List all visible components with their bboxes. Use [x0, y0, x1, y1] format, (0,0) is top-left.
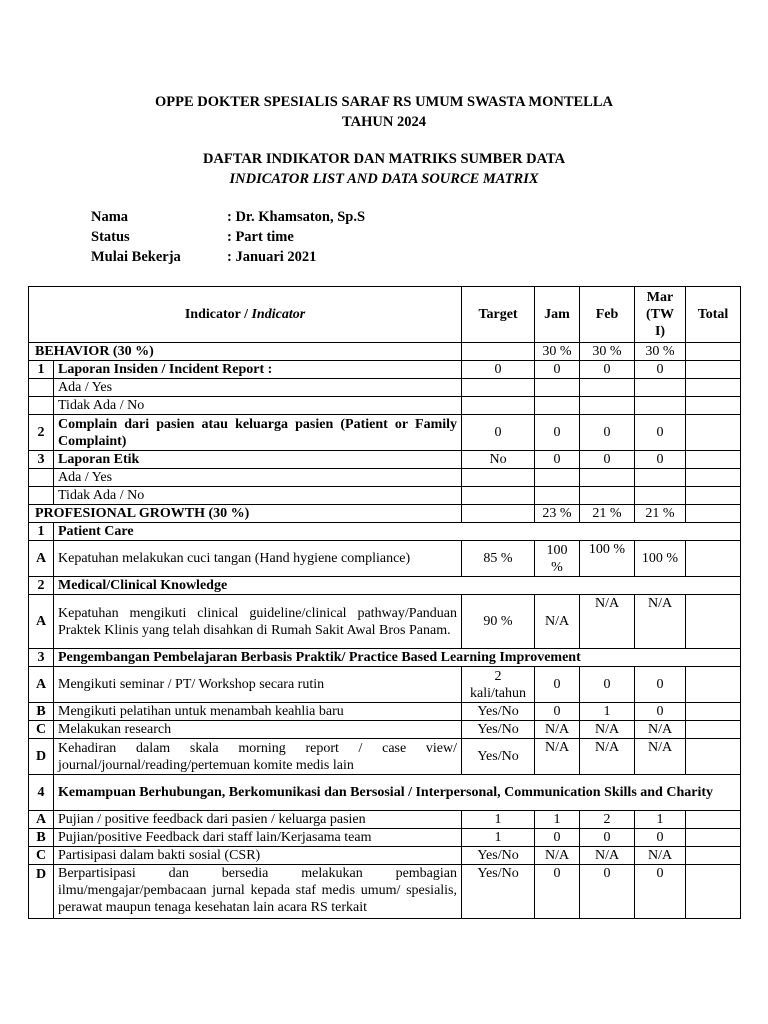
header-jan: Jam — [535, 287, 580, 343]
table-row: 3 Pengembangan Pembelajaran Berbasis Praktik/ Practice Based Learning Improvement — [29, 649, 741, 667]
header-mar: Mar (TW I) — [635, 287, 686, 343]
table-row: Tidak Ada / No — [29, 487, 741, 505]
table-row: D Kehadiran dalam skala morning report / case view/ journal/journal/reading/pertemuan komite medis lain Yes/No N/A N/A N/A — [29, 739, 741, 775]
info-status — [91, 229, 294, 246]
doc-subtitle-en: INDICATOR LIST AND DATA SOURCE MATRIX — [229, 171, 539, 187]
table-header-row — [29, 287, 741, 343]
table-row: C Melakukan research Yes/No N/A N/A N/A — [29, 721, 741, 739]
table-row: 2 Complain dari pasien atau keluarga pasien (Patient or Family Complaint) 0 0 0 0 — [29, 415, 741, 451]
mulai-value: : Januari 2021 — [227, 249, 317, 265]
nama-label: Nama — [91, 209, 129, 225]
table-row: Ada / Yes — [29, 379, 741, 397]
doc-subtitle: DAFTAR INDIKATOR DAN MATRIKS SUMBER DATA — [202, 151, 566, 167]
nama-value: : Dr. Khamsaton, Sp.S — [227, 209, 366, 225]
table-row: A Pujian / positive feedback dari pasien / keluarga pasien 1 1 2 1 — [29, 811, 741, 829]
status-label: Status — [91, 229, 130, 245]
doc-year: TAHUN 2024 — [342, 114, 426, 130]
header-indicator: Indicator / Indicator — [29, 287, 462, 343]
table-row: A Mengikuti seminar / PT/ Workshop secara rutin 2 kali/tahun 0 0 0 — [29, 667, 741, 703]
table-row: A Kepatuhan melakukan cuci tangan (Hand hygiene compliance) 85 % 100 % 100 % 100 % — [29, 541, 741, 577]
table-row: A Kepatuhan mengikuti clinical guideline/clinical pathway/Panduan Praktek Klinis yang telah disahkan di Rumah Sakit Awal Bros Panam. 90 % N/A N/A N/A — [29, 595, 741, 649]
section-row-growth: PROFESIONAL GROWTH (30 %) 23 % 21 % 21 % — [29, 505, 741, 523]
table-row: 4 Kemampuan Berhubungan, Berkomunikasi dan Bersosial / Interpersonal, Communication Skills and Charity — [29, 775, 741, 811]
header-total: Total — [686, 287, 741, 343]
info-mulai — [91, 249, 316, 266]
doc-title: OPPE DOKTER SPESIALIS SARAF RS UMUM SWASTA MONTELLA — [154, 94, 614, 110]
table-row: B Pujian/positive Feedback dari staff lain/Kerjasama team 1 0 0 0 — [29, 829, 741, 847]
header-feb: Feb — [580, 287, 635, 343]
info-nama — [91, 209, 365, 226]
table-row: D Berpartisipasi dan bersedia melakukan pembagian ilmu/mengajar/pembacaan jurnal kepada staf medis umum/ spesialis, perawat maupun tenaga kesehatan lain acara RS terkait Yes/No 0 0 0 — [29, 865, 741, 919]
table-row: 3 Laporan Etik No 0 0 0 — [29, 451, 741, 469]
mulai-label: Mulai Bekerja — [91, 249, 181, 265]
table-row: 2 Medical/Clinical Knowledge — [29, 577, 741, 595]
table-row: Tidak Ada / No — [29, 397, 741, 415]
section-row-behavior: BEHAVIOR (30 %) 30 % 30 % 30 % — [29, 343, 741, 361]
indicator-table — [28, 286, 741, 919]
table-row: C Partisipasi dalam bakti sosial (CSR) Yes/No N/A N/A N/A — [29, 847, 741, 865]
table-row: B Mengikuti pelatihan untuk menambah keahlia baru Yes/No 0 1 0 — [29, 703, 741, 721]
header-target: Target — [462, 287, 535, 343]
table-row: Ada / Yes — [29, 469, 741, 487]
table-row: 1 Laporan Insiden / Incident Report : 0 0 0 0 — [29, 361, 741, 379]
status-value: : Part time — [227, 229, 294, 245]
table-row: 1 Patient Care — [29, 523, 741, 541]
